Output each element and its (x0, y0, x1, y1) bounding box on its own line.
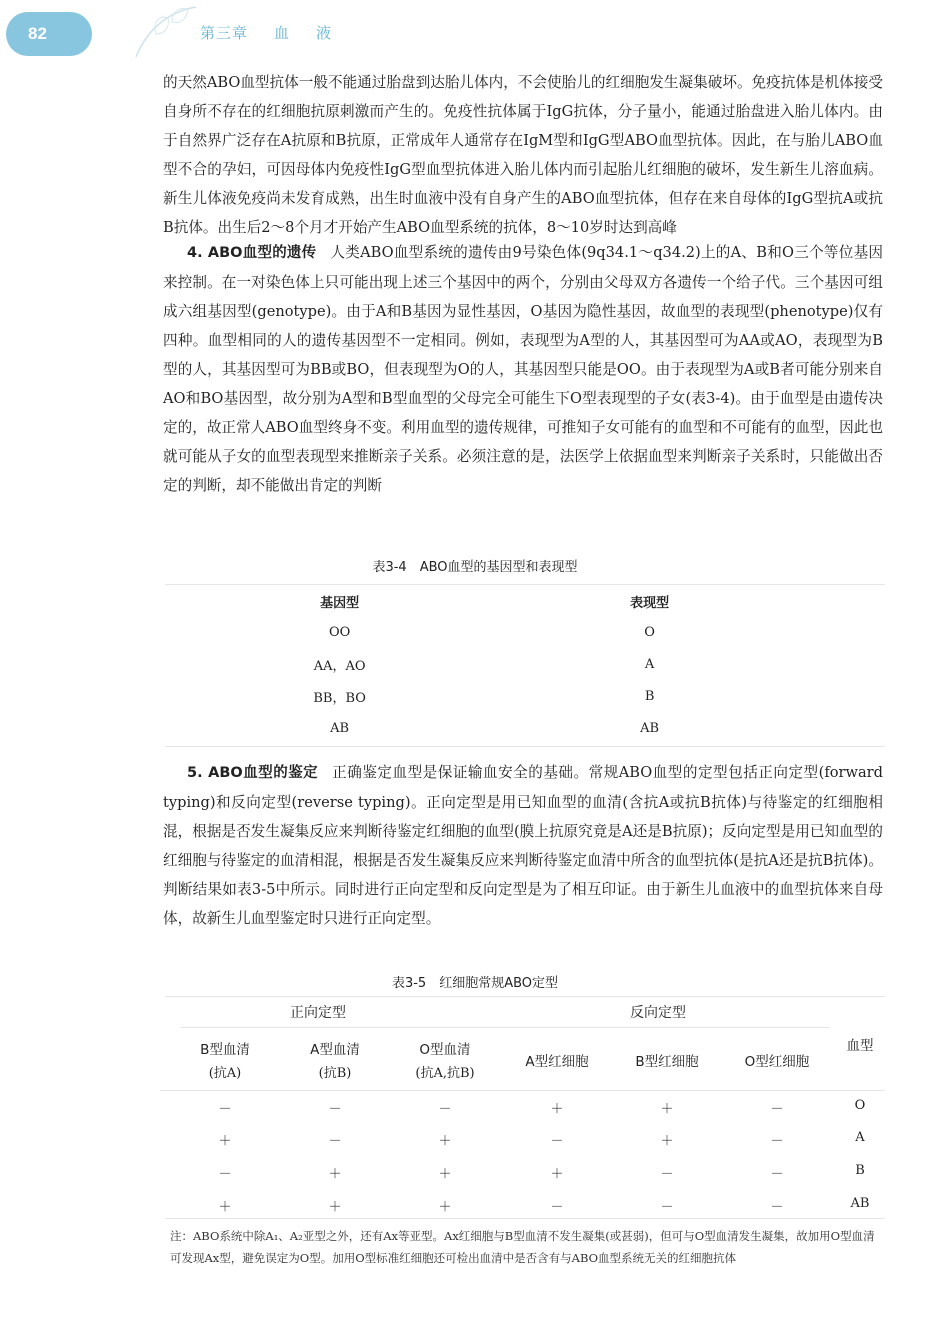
reaction-cell: － (770, 1200, 784, 1215)
blood-type-cell: B (855, 1163, 865, 1178)
reaction-cell: ＋ (550, 1167, 564, 1182)
col-title: A型红细胞 (525, 1054, 589, 1070)
chapter-name-1: 血 (274, 24, 291, 42)
genotype-cell: OO (328, 624, 351, 640)
group-reverse-rule (500, 1027, 830, 1028)
reaction-cell: ＋ (438, 1134, 452, 1149)
reaction-cell: － (770, 1167, 784, 1182)
table-3-4-top-rule (165, 584, 885, 585)
col-header-b-serum (170, 1038, 280, 1086)
header-phenotype: 表现型 (630, 595, 670, 611)
phenotype-cell: O (644, 624, 655, 640)
table-3-5-caption: 表3-5 红细胞常规ABO定型 (391, 976, 559, 991)
table-3-4-caption: 表3-4 ABO血型的基因型和表现型 (372, 560, 578, 575)
col-title: B型红细胞 (635, 1054, 699, 1070)
col-subtitle: (抗B) (318, 1066, 352, 1081)
blood-type-cell: AB (850, 1196, 870, 1211)
table-3-4-header-row (265, 586, 825, 616)
reaction-cell: － (218, 1167, 232, 1182)
section-4-paragraph (163, 238, 883, 500)
blood-type-cell: A (855, 1130, 865, 1145)
paragraph-1: 的天然ABO血型抗体一般不能通过胎盘到达胎儿体内，不会使胎儿的红细胞发生凝集破坏。免疫抗体是机体接受自身所不存在的红细胞抗原刺激而产生的。免疫性抗体属于IgG抗体，分子量小，能通过胎盘进入胎儿体内。由于自然界广泛存在A抗原和B抗原，正常成年人通常存在IgM型和IgG型ABO血型抗体。因此，在与胎儿ABO血型不合的孕妇，可因母体内免疫性IgG型血型抗体进入胎儿体内而引起胎儿红细胞的破坏，发生新生儿溶血病。新生儿体液免疫尚未发育成熟，出生时血液中没有自身产生的ABO血型抗体，但存在来自母体的IgG型抗A或抗B抗体。出生后2～8个月才开始产生ABO血型系统的抗体，8～10岁时达到高峰 (163, 74, 883, 236)
page-number: 82 (28, 24, 47, 43)
reaction-cell: － (328, 1134, 342, 1149)
col-title: A型血清 (310, 1042, 360, 1058)
col-header-blood-type (825, 1034, 895, 1058)
col-title: 血型 (846, 1038, 874, 1054)
reaction-cell: － (660, 1200, 674, 1215)
section-4-heading: 4. ABO血型的遗传 (187, 245, 317, 261)
reaction-cell: － (660, 1167, 674, 1182)
section-5-text: 正确鉴定血型是保证输血安全的基础。常规ABO血型的定型包括正向定型(forward typing)和反向定型(reverse typing)。正向定型是用已知血型的血清(含抗A或抗B抗体)与待鉴定的红细胞相混，根据是否发生凝集反应来判断待鉴定红细胞的血型(膜上抗原究竟是A还是B抗原)；反向定型是用已知血型的红细胞与待鉴定的血清相混，根据是否发生凝集反应来判断待鉴定血清中所含的血型抗体(是抗A还是抗B抗体)。判断结果如表3-5中所示。同时进行正向定型和反向定型是为了相互印证。由于新生儿血液中的血型抗体来自母体，故新生儿血型鉴定时只进行正向定型。 (163, 764, 883, 927)
reaction-cell: ＋ (660, 1102, 674, 1117)
reaction-cell: ＋ (328, 1167, 342, 1182)
col-title: O型血清 (419, 1042, 471, 1058)
table-3-4-bottom-rule (165, 746, 885, 747)
col-header-b-cells (612, 1050, 722, 1074)
page-number-badge (6, 12, 92, 56)
leaf-decoration-icon (126, 2, 206, 62)
table-row (265, 712, 825, 744)
reaction-cell: － (438, 1102, 452, 1117)
table-row (265, 680, 825, 712)
genotype-cell: AA，AO (313, 658, 366, 674)
table-row (265, 616, 825, 648)
section-4-text: 人类ABO血型系统的遗传由9号染色体(9q34.1～q34.2)上的A、B和O三个等位基因来控制。在一对染色体上只可能出现上述三个基因中的两个，分别由父母双方各遗传一个给子代。三个基因可组成六组基因型(genotype)。由于A和B基因为显性基因，O基因为隐性基因，故血型的表现型(phenotype)仅有四种。血型相同的人的遗传基因型不一定相同。例如，表现型为A型的人，其基因型可为AA或AO，表现型为B型的人，其基因型可为BB或BO，但表现型为O的人，其基因型只能是OO。由于表现型为A或B者可能分别来自AO和BO基因型，故分别为A型和B型血型的父母完全可能生下O型表现型的子女(表3-4)。由于血型是由遗传决定的，故正常人ABO血型终身不变。利用血型的遗传规律，可推知子女可能有的血型和不可能有的血型，因此也就可能从子女的血型表现型来推断亲子关系。必须注意的是，法医学上依据血型来判断亲子关系时，只能做出否定的判断，却不能做出肯定的判断 (163, 244, 884, 494)
reaction-cell: ＋ (218, 1134, 232, 1149)
header-genotype: 基因型 (320, 595, 360, 611)
phenotype-cell: B (644, 688, 655, 704)
reaction-cell: ＋ (660, 1134, 674, 1149)
col-subtitle: (抗A) (208, 1066, 242, 1081)
reaction-cell: ＋ (438, 1200, 452, 1215)
reaction-cell: ＋ (218, 1200, 232, 1215)
col-title: B型血清 (200, 1042, 250, 1058)
table-row (265, 648, 825, 680)
phenotype-cell: AB (640, 720, 660, 736)
reaction-cell: － (770, 1102, 784, 1117)
reaction-cell: ＋ (550, 1102, 564, 1117)
header-bottom-rule (160, 1090, 885, 1091)
table-3-4 (265, 586, 825, 744)
reaction-cell: － (218, 1102, 232, 1117)
group-reverse-typing: 反向定型 (630, 1005, 686, 1021)
reaction-cell: ＋ (438, 1167, 452, 1182)
col-header-o-serum (385, 1038, 505, 1086)
chapter-label: 第三章 (200, 24, 249, 42)
chapter-title (200, 22, 358, 43)
col-header-a-serum (280, 1038, 390, 1086)
reaction-cell: ＋ (328, 1200, 342, 1215)
phenotype-cell: A (644, 656, 655, 672)
reaction-cell: － (550, 1200, 564, 1215)
group-forward-typing: 正向定型 (290, 1005, 346, 1021)
blood-type-cell: O (854, 1098, 866, 1113)
chapter-name-2: 液 (316, 24, 333, 42)
col-header-a-cells (502, 1050, 612, 1074)
reaction-cell: － (550, 1134, 564, 1149)
reaction-cell: － (770, 1134, 784, 1149)
section-5-paragraph (163, 758, 883, 933)
table-3-5-bottom-rule (165, 1218, 885, 1219)
table-3-5-top-rule (165, 996, 885, 997)
table-3-5-note: 注：ABO系统中除A₁、A₂亚型之外，还有Ax等亚型。Ax红细胞与B型血清不发生凝集(或甚弱)，但可与O型血清发生凝集，故加用O型血清可发现Ax型，避免误定为O型。加用O型标准红细胞还可检出血清中是否含有与ABO血型系统无关的红细胞抗体 (170, 1229, 875, 1265)
genotype-cell: BB，BO (313, 690, 366, 706)
reaction-cell: － (328, 1102, 342, 1117)
col-subtitle: (抗A,抗B) (415, 1066, 475, 1081)
group-forward-rule (180, 1027, 510, 1028)
col-header-o-cells (722, 1050, 832, 1074)
col-title: O型红细胞 (744, 1054, 810, 1070)
genotype-cell: AB (330, 720, 350, 736)
section-5-heading: 5. ABO血型的鉴定 (187, 765, 319, 781)
